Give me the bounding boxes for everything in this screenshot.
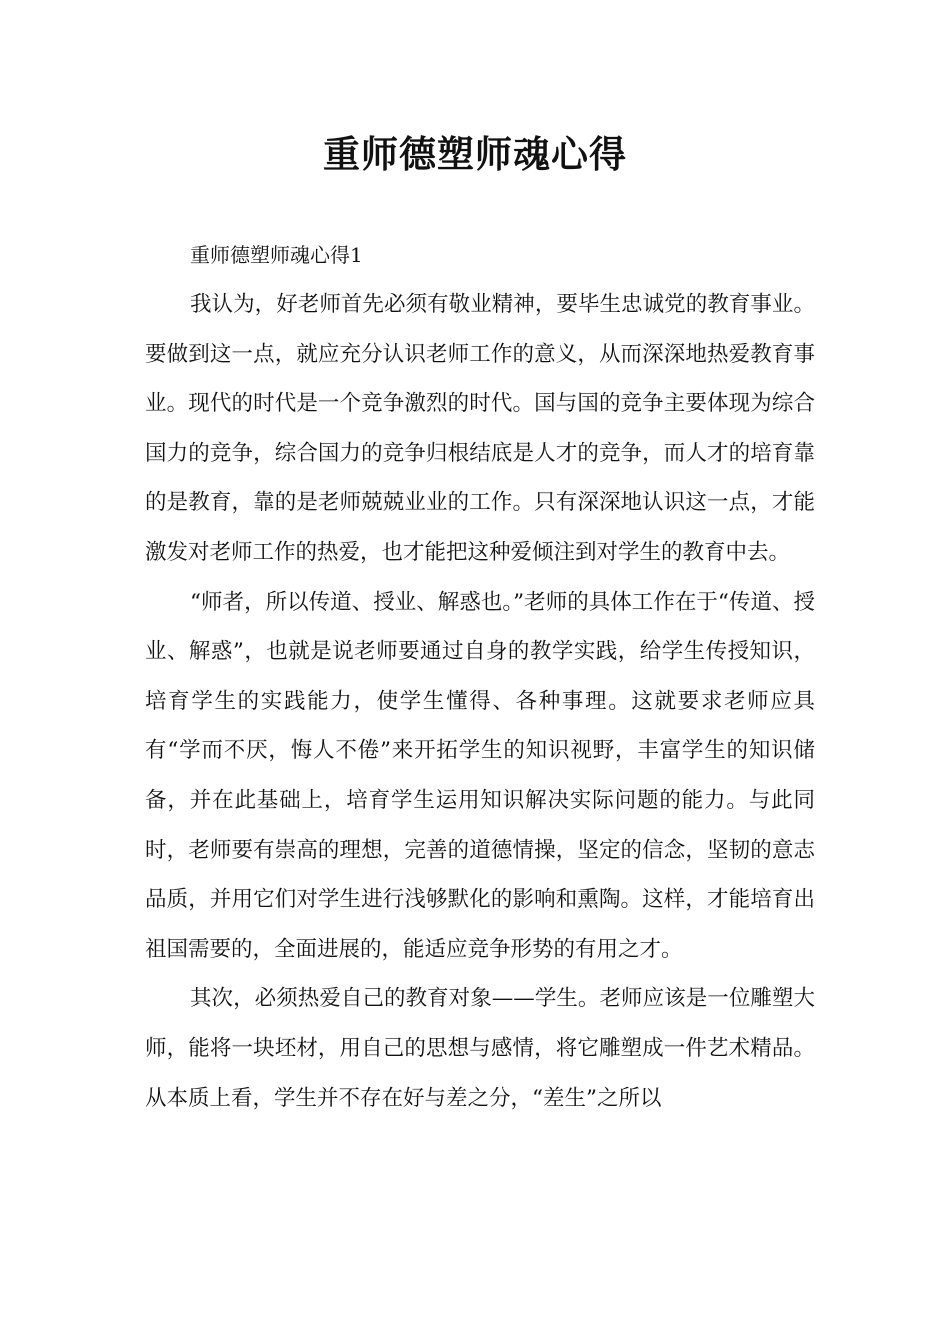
paragraph: “师者，所以传道、授业、解惑也。”老师的具体工作在于“传道、授业、解惑”，也就是说老师要通过自身的教学实践，给学生传授知识，培育学生的实践能力，使学生懂得、各种事理。这就要求老师应具有“学而不厌，悔人不倦”来开拓学生的知识视野，丰富学生的知识储备，并在此基础上，培育学生运用知识解决实际问题的能力。与此同时，老师要有崇高的理想，完善的道德情操，坚定的信念，坚韧的意志品质，并用它们对学生进行浅够默化的影响和熏陶。这样，才能培育出祖国需要的，全面进展的，能适应竞争形势的有用之才。 — [145, 589, 815, 962]
paragraph: 其次，必须热爱自己的教育对象——学生。老师应该是一位雕塑大师，能将一块坯材，用自己的思想与感情，将它雕塑成一件艺术精品。从本质上看，学生并不存在好与差之分，“差生”之所以 — [145, 986, 815, 1111]
document-body — [145, 230, 815, 1123]
document-title: 重师德塑师魂心得 — [323, 132, 627, 176]
paragraph: 我认为，好老师首先必须有敬业精神，要毕生忠诚党的教育事业。要做到这一点，就应充分认识老师工作的意义，从而深深地热爱教育事业。现代的时代是一个竞争激烈的时代。国与国的竞争主要体现为综合国力的竞争，综合国力的竞争归根结底是人才的竞争，而人才的培育靠的是教育，靠的是老师兢兢业业的工作。只有深深地认识这一点，才能激发对老师工作的热爱，也才能把这种爱倾注到对学生的教育中去。 — [145, 292, 815, 565]
section-heading: 重师德塑师魂心得1 — [190, 243, 363, 267]
